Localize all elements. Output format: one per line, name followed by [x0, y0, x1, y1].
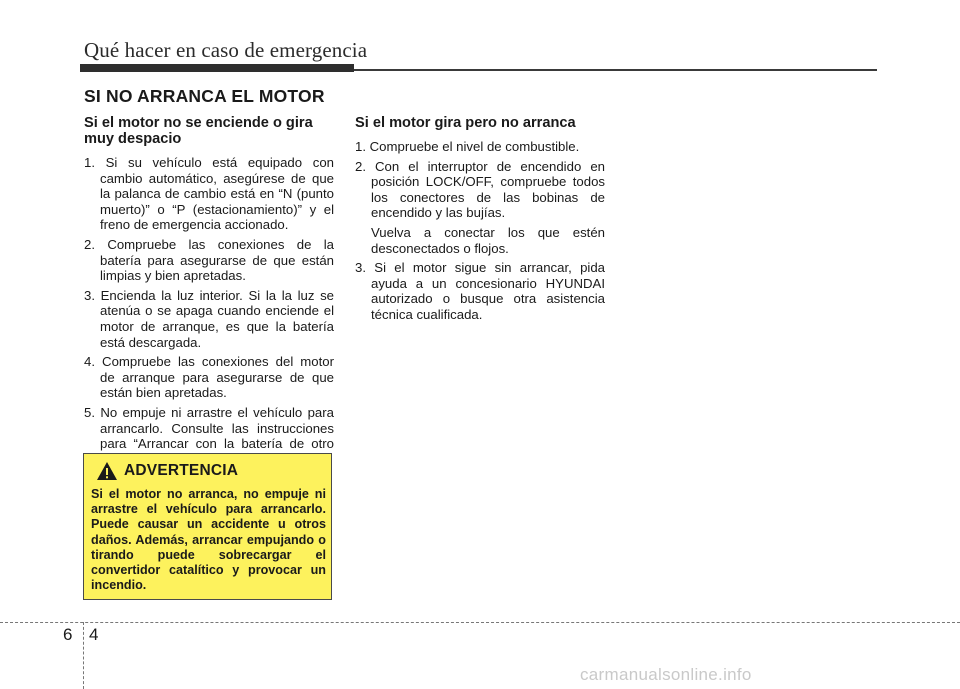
footer-divider-vertical — [83, 622, 84, 689]
chapter-title: Qué hacer en caso de emergencia — [84, 38, 368, 62]
section-title: SI NO ARRANCA EL MOTOR — [84, 86, 325, 106]
watermark: carmanualsonline.info — [580, 665, 752, 684]
list-item: 2. Con el interruptor de encendido en posición LOCK/OFF, compruebe todos los conectores de las bobinas de encendido y las bujías. — [355, 158, 605, 221]
list-item: 3. Si el motor sigue sin arrancar, pida ayuda a un concesionario HYUNDAI autorizado o busque otra asistencia técnica cualificada. — [355, 260, 605, 322]
list-item: 1. Compruebe el nivel de combustible. — [355, 139, 580, 154]
left-column — [84, 115, 334, 471]
list-item: 3. Encienda la luz interior. Si la la luz se atenúa o se apaga cuando enciende el motor de arranque, es que la batería está descargada. — [84, 287, 334, 350]
header-bar-thin — [354, 69, 877, 71]
page-chapter-number: 6 — [63, 625, 73, 644]
right-column — [355, 115, 605, 327]
warning-text: Si el motor no arranca, no empuje ni arrastre el vehículo para arrancarlo. Puede causar un accidente u otros daños. Además, arrancar empujando o tirando puede sobrecargar el convertidor catalítico y provocar un incendio. — [91, 487, 326, 593]
list-item: 4. Compruebe las conexiones del motor de arranque para asegurarse de que están bien apretadas. — [84, 354, 334, 401]
right-subhead: Si el motor gira pero no arranca — [355, 115, 576, 131]
warning-header — [96, 461, 238, 481]
warning-box — [83, 453, 332, 600]
list-item: 1. Si su vehículo está equipado con cambio automático, asegúrese de que la palanca de cambio está en “N (punto muerto)” o “P (estacionamiento)” y el freno de emergencia accionado. — [84, 155, 334, 233]
warning-triangle-icon — [96, 461, 118, 481]
footer-divider-horizontal — [0, 622, 960, 623]
list-item: 2. Compruebe las conexiones de la batería para asegurarse de que están limpias y bien apretadas. — [84, 236, 334, 284]
list-item: 5. No empuje ni arrastre el vehículo para arrancarlo. Consulte las instrucciones para “Arrancar con la batería de otro — [84, 404, 334, 452]
warning-title: ADVERTENCIA — [124, 462, 239, 479]
left-subhead: Si el motor no se enciende o gira muy despacio — [84, 115, 313, 147]
page-number: 4 — [89, 625, 99, 644]
list-item-continuation: Vuelva a conectar los que estén desconectados o flojos. — [371, 224, 605, 256]
header-bar-thick — [80, 64, 354, 72]
